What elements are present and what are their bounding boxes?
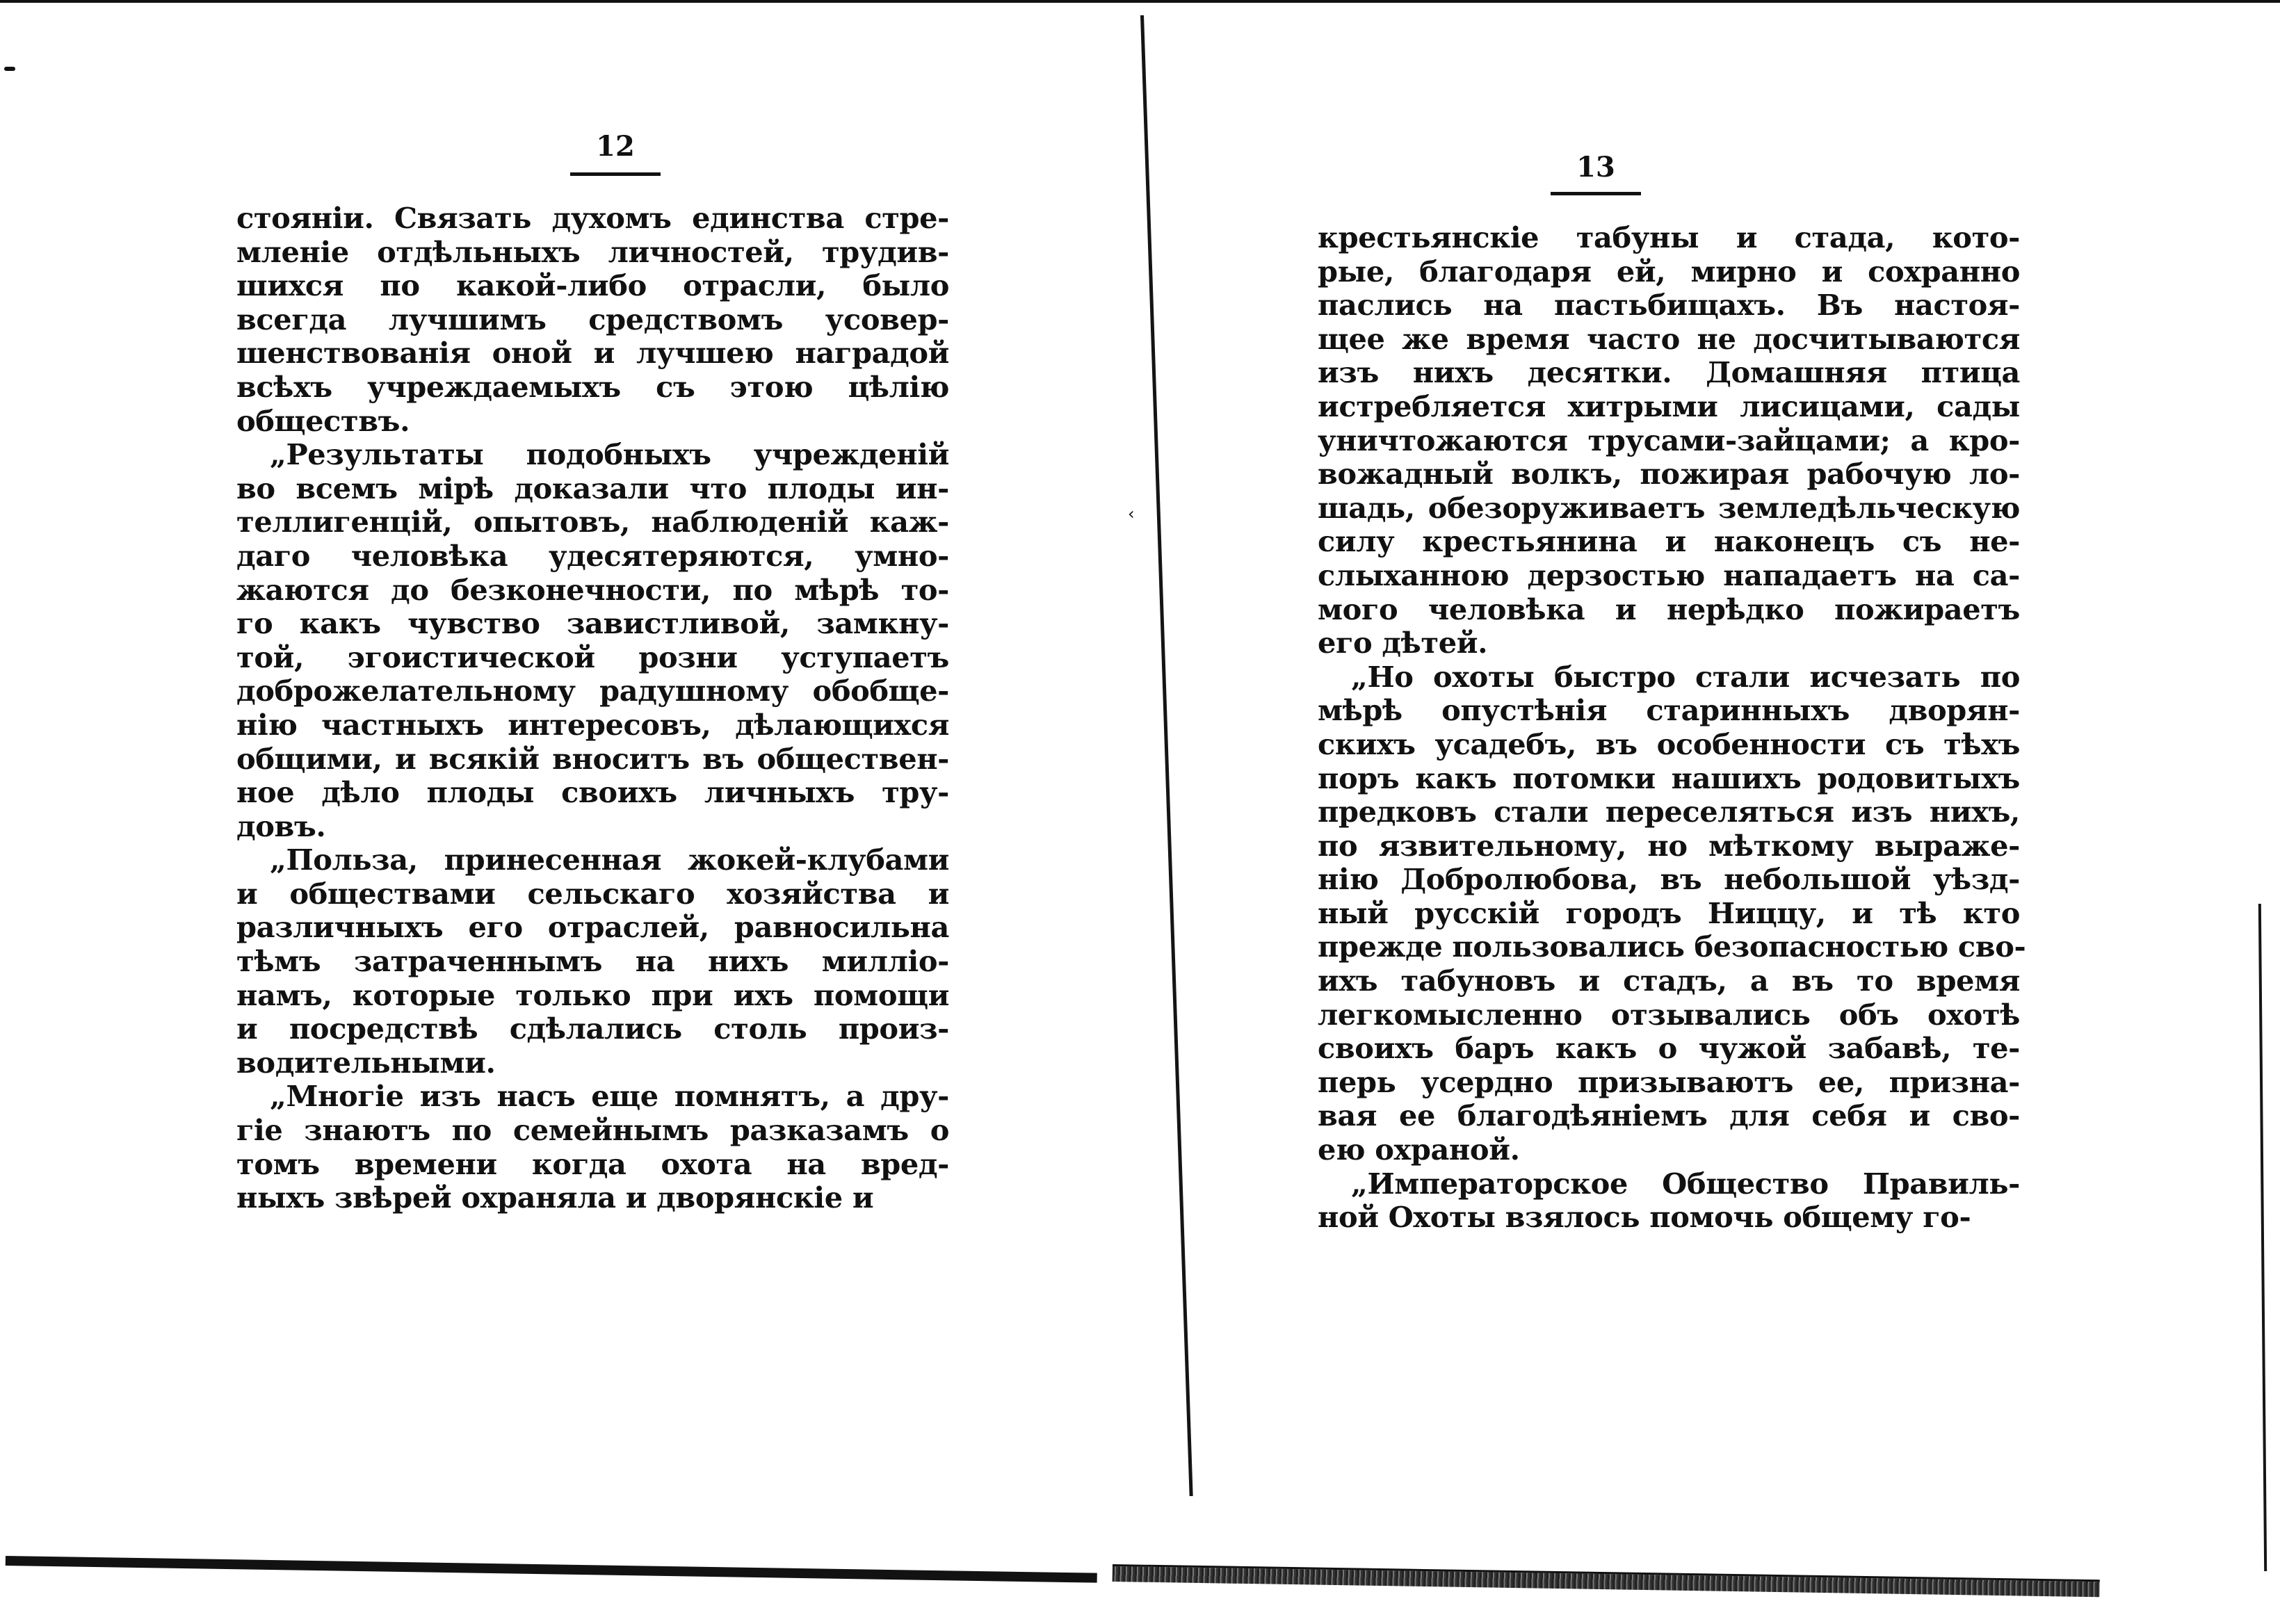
text-line: вожадный волкъ, пожирая рабочую ло- [1318,457,2020,492]
margin-ink-blot [4,67,15,71]
book-gutter-shadow [1140,15,1193,1496]
text-line: прежде пользовались безопасностью сво- [1318,929,2026,964]
text-line: щее же время часто не досчитываются [1318,321,2020,356]
text-line: тѣмъ затраченнымъ на нихъ миллiо- [236,944,949,979]
text-line: мленiе отдѣльныхъ личностей, трудив- [236,234,949,269]
text-line: легкомысленно отзывались объ охотѣ [1318,997,2020,1032]
text-line: ной Охоты взялось помочь общему го- [1318,1200,1971,1235]
text-line: поръ какъ потомки нашихъ родовитыхъ [1318,761,2020,795]
text-line: даго человѣка удесятеряются, умно- [236,538,949,573]
text-line: силу крестьянина и наконецъ съ не- [1318,524,2020,559]
paragraph [1318,221,2020,660]
text-line: обществъ. [236,403,410,438]
text-line: перь усердно призываютъ ее, призна- [1318,1064,2020,1099]
body-text [236,202,949,1215]
text-line: ихъ табуновъ и стадъ, а въ то время [1318,964,2020,998]
text-line: томъ времени когда охота на вред- [236,1146,949,1181]
text-line: мѣрѣ опустѣнiя старинныхъ дворян- [1318,693,2020,728]
paragraph [236,1080,949,1215]
scan-top-edge [0,0,2280,3]
text-line: истребляется хитрыми лисицами, сады [1318,389,2020,423]
text-line: различныхъ его отраслей, равносильна [236,910,949,945]
text-line: „Польза, принесенная жокей-клубами [270,843,949,877]
text-line: водительными. [236,1045,496,1080]
text-line: всѣхъ учреждаемыхъ съ этою цѣлiю [236,369,949,404]
text-line: общими, и всякiй вноситъ въ обществен- [236,741,949,776]
text-line: го какъ чувство завистливой, замкну- [236,606,949,641]
text-line: скихъ усадебъ, въ особенности съ тѣхъ [1318,726,2020,761]
text-line: „Многiе изъ насъ еще помнятъ, а дру- [270,1079,949,1114]
text-line: намъ, которые только при ихъ помощи [236,977,949,1012]
text-line: шихся по какой-либо отрасли, было [236,268,949,303]
text-line: всегда лучшимъ средствомъ усовер- [236,302,949,336]
text-line: „Но охоты быстро стали исчезать по [1351,659,2020,694]
text-line: рые, благодаря ей, мирно и сохранно [1318,254,2020,289]
text-line: жаются до безконечности, по мѣрѣ то- [236,572,949,607]
text-line: ныхъ звѣрей охраняла и дворянскiе и [236,1180,874,1215]
text-line: нiю Добролюбова, въ небольшой уѣзд- [1318,862,2020,897]
paragraph [1318,659,2026,1167]
text-line: уничтожаются трусами-зайцами; а кро- [1318,423,2020,457]
text-line: и посредствѣ сдѣлались столь произ- [236,1012,949,1046]
paragraph [236,438,949,843]
text-line: по язвительному, но мѣткому выраже- [1318,828,2020,863]
text-line: мого человѣка и нерѣдко пожираетъ [1318,592,2020,626]
text-line: вая ее благодѣянiемъ для себя и сво- [1318,1098,2020,1133]
page-number-rule [570,172,661,176]
text-line: ный русскiй городъ Ниццу, и тѣ кто [1318,895,2020,930]
left-page-bottom-edge [6,1556,1097,1583]
text-line: „Результаты подобныхъ учрежденiй [270,437,949,472]
text-line: паслись на пастьбищахъ. Въ настоя- [1318,288,2020,323]
page-number: 12 [596,130,635,163]
text-line: той, эгоистической розни уступаетъ [236,640,949,674]
text-line: и обществами сельскаго хозяйства и [236,876,949,911]
paragraph [236,202,949,438]
text-line: шадь, обезоруживаетъ земледѣльческую [1318,490,2020,525]
text-line: „Императорское Общество Правиль- [1351,1166,2020,1201]
text-line: своихъ баръ какъ о чужой забавѣ, те- [1318,1031,2020,1066]
paragraph [1318,1167,2020,1235]
text-line: довъ. [236,809,326,843]
text-line: стоянiи. Связать духомъ единства стре- [236,201,949,235]
text-line: шенствованiя оной и лучшею наградой [236,336,949,371]
text-line: нiю частныхъ интересовъ, дѣлающихся [236,707,949,742]
page-number-rule [1551,192,1641,195]
text-line: гiе знаютъ по семейнымъ разказамъ о [236,1113,949,1148]
paragraph [236,843,949,1080]
right-page-edge [2258,904,2267,1571]
text-line: слыханною дерзостью нападаетъ на са- [1318,558,2020,592]
text-line: предковъ стали переселяться изъ нихъ, [1318,795,2020,829]
text-line: ею охраной. [1318,1132,1520,1167]
text-line: во всемъ мiрѣ доказали что плоды ин- [236,471,949,505]
text-line: теллигенцiй, опытовъ, наблюденiй каж- [236,505,949,539]
gutter-tear-mark: ‹ [1128,504,1135,523]
text-line: изъ нихъ десятки. Домашняя птица [1318,355,2020,390]
text-line: его дѣтей. [1318,626,1488,660]
text-line: доброжелательному радушному обобще- [236,674,949,708]
right-page-bottom-edge [1113,1564,2100,1597]
text-line: ное дѣло плоды своихъ личныхъ тру- [236,775,949,810]
text-line: крестьянскiе табуны и стада, кото- [1318,220,2020,254]
body-text [1318,220,2026,1235]
page-number: 13 [1576,151,1615,184]
